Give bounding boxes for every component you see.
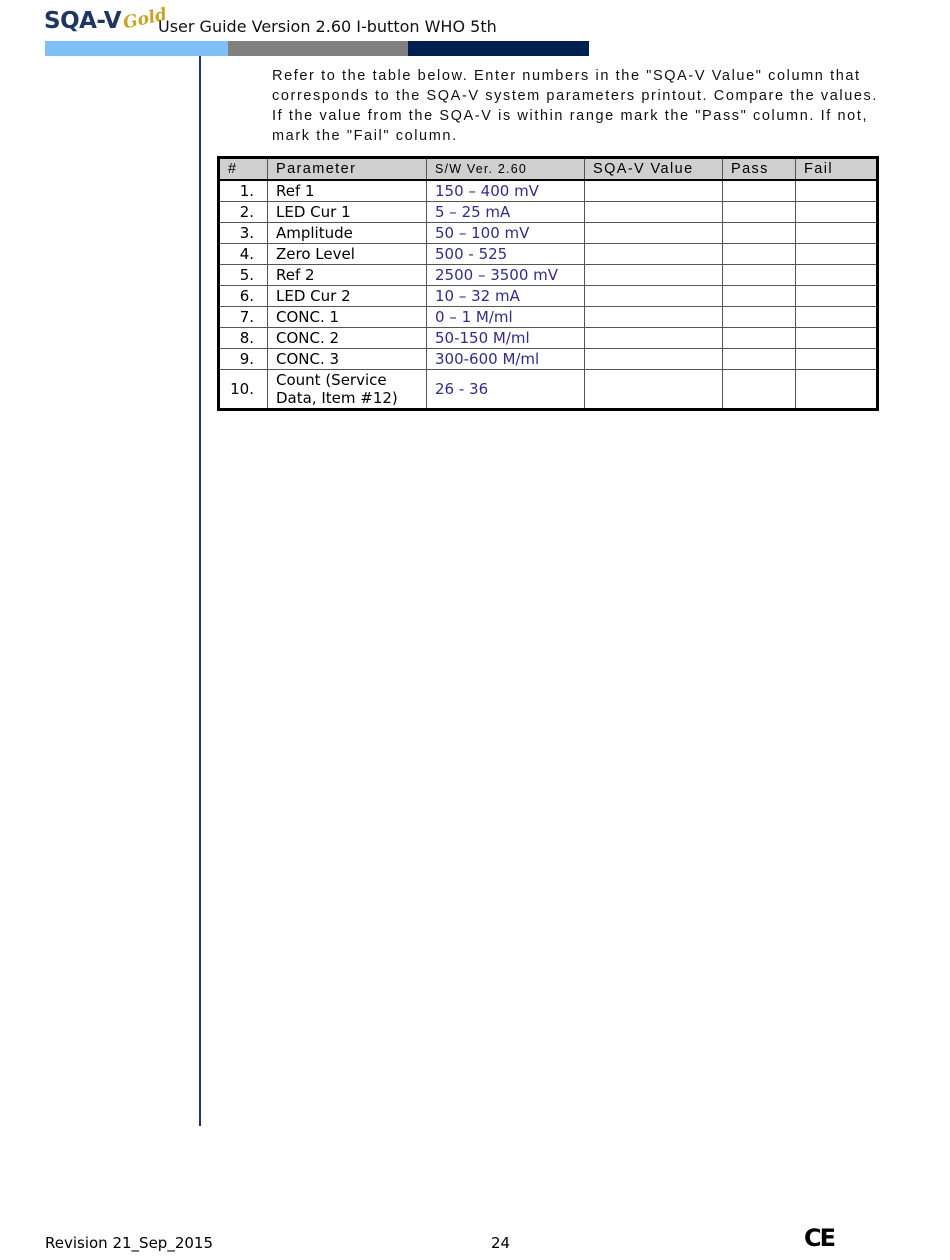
sqa-v-gold-logo bbox=[44, 4, 169, 40]
row-number: 4. bbox=[219, 244, 268, 265]
row-number: 1. bbox=[219, 180, 268, 202]
row-pass-cell[interactable] bbox=[723, 328, 796, 349]
row-pass-cell[interactable] bbox=[723, 286, 796, 307]
table-row bbox=[219, 180, 878, 202]
row-sqa-v-value-cell[interactable] bbox=[585, 286, 723, 307]
row-sw-range: 26 - 36 bbox=[427, 370, 585, 410]
row-sqa-v-value-cell[interactable] bbox=[585, 244, 723, 265]
table-row bbox=[219, 223, 878, 244]
table-row bbox=[219, 244, 878, 265]
row-parameter: CONC. 2 bbox=[268, 328, 427, 349]
instruction-paragraph: Refer to the table below. Enter numbers in the "SQA-V Value" column that corresponds to the SQA-V system parameters printout. Compare the values. If the value from the SQA-V is within range mark the "Pass" column. If not, mark the "Fail" column. bbox=[272, 68, 879, 144]
row-fail-cell[interactable] bbox=[796, 244, 878, 265]
header-number: # bbox=[219, 158, 268, 181]
header-bar-gray bbox=[228, 41, 408, 56]
row-parameter: Amplitude bbox=[268, 223, 427, 244]
header-parameter: Parameter bbox=[268, 158, 427, 181]
table-header-row bbox=[219, 158, 878, 181]
row-sqa-v-value-cell[interactable] bbox=[585, 202, 723, 223]
row-fail-cell[interactable] bbox=[796, 223, 878, 244]
row-sw-range: 50 – 100 mV bbox=[427, 223, 585, 244]
row-fail-cell[interactable] bbox=[796, 349, 878, 370]
header-bar-navy bbox=[408, 41, 589, 56]
row-sqa-v-value-cell[interactable] bbox=[585, 265, 723, 286]
header-sw-version: S/W Ver. 2.60 bbox=[427, 158, 585, 181]
row-sw-range: 50-150 M/ml bbox=[427, 328, 585, 349]
row-number: 5. bbox=[219, 265, 268, 286]
table-row bbox=[219, 370, 878, 410]
row-sqa-v-value-cell[interactable] bbox=[585, 328, 723, 349]
table-row bbox=[219, 265, 878, 286]
row-fail-cell[interactable] bbox=[796, 286, 878, 307]
row-sw-range: 0 – 1 M/ml bbox=[427, 307, 585, 328]
row-sqa-v-value-cell[interactable] bbox=[585, 223, 723, 244]
row-pass-cell[interactable] bbox=[723, 307, 796, 328]
parameters-table bbox=[217, 156, 879, 411]
row-fail-cell[interactable] bbox=[796, 307, 878, 328]
row-sw-range: 2500 – 3500 mV bbox=[427, 265, 585, 286]
row-pass-cell[interactable] bbox=[723, 202, 796, 223]
row-fail-cell[interactable] bbox=[796, 265, 878, 286]
row-sqa-v-value-cell[interactable] bbox=[585, 307, 723, 328]
header-fail: Fail bbox=[796, 158, 878, 181]
row-parameter: CONC. 3 bbox=[268, 349, 427, 370]
header-bar-light-blue bbox=[45, 41, 228, 56]
page-number: 24 bbox=[491, 1234, 511, 1252]
row-parameter: LED Cur 1 bbox=[268, 202, 427, 223]
row-number: 9. bbox=[219, 349, 268, 370]
footer-revision: Revision 21_Sep_2015 bbox=[45, 1234, 213, 1252]
row-parameter: Count (Service Data, Item #12) bbox=[268, 370, 427, 410]
row-pass-cell[interactable] bbox=[723, 244, 796, 265]
logo-gold-text: Gold bbox=[121, 4, 169, 34]
row-pass-cell[interactable] bbox=[723, 370, 796, 410]
row-parameter: Zero Level bbox=[268, 244, 427, 265]
table-row bbox=[219, 307, 878, 328]
row-pass-cell[interactable] bbox=[723, 180, 796, 202]
row-number: 10. bbox=[219, 370, 268, 410]
row-sqa-v-value-cell[interactable] bbox=[585, 370, 723, 410]
row-number: 2. bbox=[219, 202, 268, 223]
margin-rule bbox=[199, 56, 201, 1126]
table-row bbox=[219, 286, 878, 307]
header-sqa-v-value: SQA-V Value bbox=[585, 158, 723, 181]
row-parameter: Ref 2 bbox=[268, 265, 427, 286]
ce-mark-icon: CE bbox=[804, 1224, 835, 1252]
document-title: User Guide Version 2.60 I-button WHO 5th bbox=[158, 17, 497, 36]
row-sw-range: 150 – 400 mV bbox=[427, 180, 585, 202]
row-number: 8. bbox=[219, 328, 268, 349]
row-fail-cell[interactable] bbox=[796, 202, 878, 223]
row-fail-cell[interactable] bbox=[796, 328, 878, 349]
row-parameter: LED Cur 2 bbox=[268, 286, 427, 307]
row-sqa-v-value-cell[interactable] bbox=[585, 180, 723, 202]
row-number: 6. bbox=[219, 286, 268, 307]
row-fail-cell[interactable] bbox=[796, 180, 878, 202]
row-fail-cell[interactable] bbox=[796, 370, 878, 410]
header-pass: Pass bbox=[723, 158, 796, 181]
row-parameter: CONC. 1 bbox=[268, 307, 427, 328]
row-number: 3. bbox=[219, 223, 268, 244]
row-pass-cell[interactable] bbox=[723, 349, 796, 370]
row-sw-range: 300-600 M/ml bbox=[427, 349, 585, 370]
row-pass-cell[interactable] bbox=[723, 265, 796, 286]
table-row bbox=[219, 349, 878, 370]
row-number: 7. bbox=[219, 307, 268, 328]
row-sw-range: 500 - 525 bbox=[427, 244, 585, 265]
logo-main-text: SQA-V bbox=[44, 8, 122, 34]
table-row bbox=[219, 202, 878, 223]
row-sw-range: 10 – 32 mA bbox=[427, 286, 585, 307]
row-sw-range: 5 – 25 mA bbox=[427, 202, 585, 223]
row-sqa-v-value-cell[interactable] bbox=[585, 349, 723, 370]
row-parameter: Ref 1 bbox=[268, 180, 427, 202]
row-pass-cell[interactable] bbox=[723, 223, 796, 244]
table-row bbox=[219, 328, 878, 349]
